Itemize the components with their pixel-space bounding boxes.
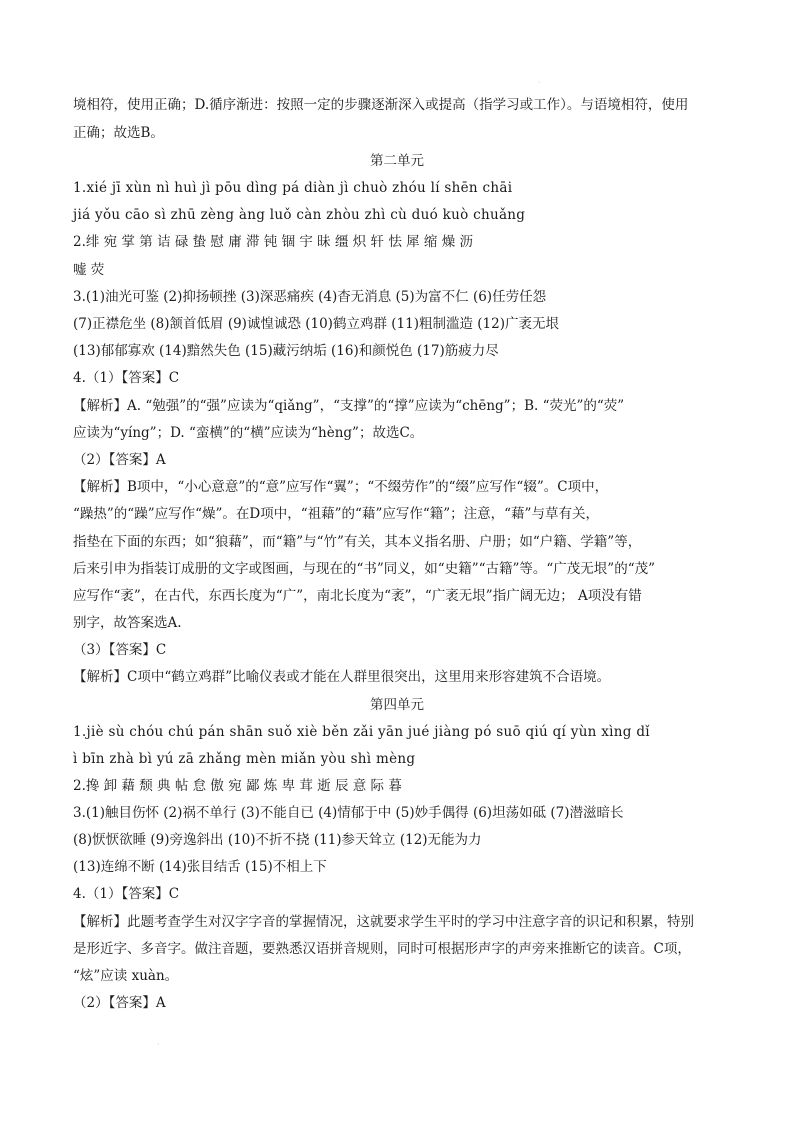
analysis-line: “躁热”的“躁”应写作“燥”。在D项中，“祖藉”的“藉”应写作“籍”；注意，“藉”与草有关，	[73, 506, 599, 522]
text-line: 嘘 荧	[73, 262, 105, 278]
answer-line: （3）【答案】C	[73, 642, 167, 658]
section-heading: 第四单元	[370, 697, 424, 713]
text-line: (8)恹恹欲睡 (9)旁逸斜出 (10)不折不挠 (11)参天耸立 (12)无能为力	[73, 832, 482, 848]
text-line: 2.搀 卸 藉 颓 典 帖 怠 傲 宛 鄙 炼 卑 茸 逝 辰 意 际 暮	[73, 778, 402, 794]
answer-line: （2）【答案】A	[73, 452, 166, 468]
text-line: 境相符，使用正确；D.循序渐进：按照一定的步骤逐渐深入或提高（指学习或工作）。与语境相符，使用	[73, 97, 689, 113]
analysis-line: 别字，故答案选A.	[73, 615, 182, 631]
text-line: (7)正襟危坐 (8)颔首低眉 (9)诚惶诚恐 (10)鹤立鸡群 (11)粗制滥造 (12)广袤无垠	[73, 316, 559, 332]
analysis-line: “炫”应读 xuàn。	[73, 968, 179, 984]
section-heading: 第二单元	[370, 153, 424, 169]
analysis-line: 【解析】B项中，“小心意意”的“意”应写作“翼”；“不缀劳作”的“缀”应写作“辍”。C项中，	[73, 479, 609, 495]
text-line: 3.(1)触目伤怀 (2)祸不单行 (3)不能自已 (4)情郁于中 (5)妙手偶得 (6)坦荡如砥 (7)潜滋暗长	[73, 805, 624, 821]
scan-mark: ·	[157, 1040, 160, 1049]
analysis-line: 后来引申为指装订成册的文字或图画，与现在的“书”同义，如“史籍”“古籍”等。“广茂无垠”的“茂”	[73, 561, 656, 577]
analysis-line: 应写作“袤”，在古代，东西长度为“广”，南北长度为“袤”，“广袤无垠”指广阔无边； A项没有错	[73, 588, 642, 604]
analysis-line: 应读为“yíng”；D. “蛮横”的“横”应读为“hèng”；故选C。	[73, 425, 424, 441]
analysis-line: 是形近字、多音字。做注音题，要熟悉汉语拼音规则，同时可根据形声字的声旁来推断它的读音。C项，	[73, 941, 691, 957]
pinyin-line: 1.jiè sù chóu chú pán shān suǒ xiè běn zǎi yān jué jiàng pó suō qiú qí yùn xìng dǐ	[73, 724, 650, 740]
answer-line: 4.（1）【答案】C	[73, 886, 180, 902]
scan-mark: ·	[538, 78, 541, 87]
answer-line: 4.（1）【答案】C	[73, 370, 180, 386]
analysis-line: 【解析】此题考查学生对汉字字音的掌握情况，这就要求学生平时的学习中注意字音的识记和积累，特别	[73, 914, 694, 930]
analysis-line: 【解析】A. “勉强”的“强”应读为“qiǎng”，“支撑”的“撑”应读为“chēng”；B. “荧光”的“荧”	[73, 398, 625, 414]
text-line: (13)连绵不断 (14)张目结舌 (15)不相上下	[73, 859, 327, 875]
analysis-line: 指垫在下面的东西；如“狼藉”，而“籍”与“竹”有关，其本义指名册、户册；如“户籍、学籍”等，	[73, 534, 642, 550]
pinyin-line: jiá yǒu cāo sì zhū zèng àng luǒ càn zhòu zhì cù duó kuò chuǎng	[73, 207, 526, 223]
pinyin-line: ì bīn zhà bì yú zā zhǎng mèn miǎn yòu shì mèng	[73, 751, 416, 767]
text-line: 2.绯 宛 掌 第 诘 碌 蛰 慰 庸 滞 钝 锢 宇 昧 缰 炽 轩 怯 犀 缩 燥 沥	[73, 234, 473, 250]
text-line: 3.(1)油光可鉴 (2)抑扬顿挫 (3)深恶痛疾 (4)杳无消息 (5)为富不仁 (6)任劳任怨	[73, 289, 547, 305]
text-line: (13)郁郁寡欢 (14)黯然失色 (15)藏污纳垢 (16)和颜悦色 (17)筋疲力尽	[73, 343, 499, 359]
text-line: 正确；故选B。	[73, 125, 164, 141]
analysis-line: 【解析】C项中“鹤立鸡群”比喻仪表或才能在人群里很突出，这里用来形容建筑不合语境。	[73, 669, 611, 685]
pinyin-line: 1.xié jī xùn nì huì jì pōu dìng pá diàn jì chuò zhóu lí shēn chāi	[73, 180, 513, 196]
answer-line: （2）【答案】A	[73, 995, 166, 1011]
